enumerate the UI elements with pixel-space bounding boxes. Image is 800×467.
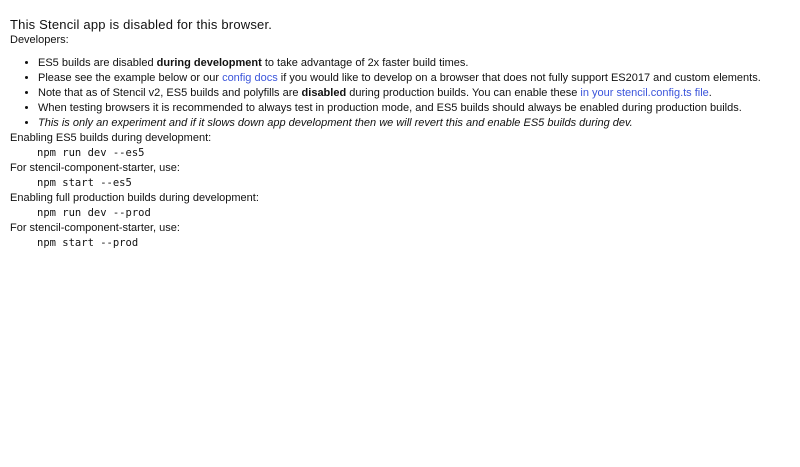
bullet-text: Please see the example below or our — [38, 72, 223, 84]
section-label-starter-prod: For stencil-component-starter, use: — [10, 222, 180, 234]
list-item — [38, 101, 790, 116]
list-item — [38, 86, 790, 101]
list-item — [38, 71, 790, 86]
bullet-text: ES5 builds are disabled — [38, 57, 157, 69]
list-item — [38, 116, 790, 131]
section-label-es5-dev: Enabling ES5 builds during development: — [10, 132, 212, 144]
bullet-bold-text: during development — [156, 57, 262, 69]
bullet-italic-text: This is only an experiment and if it slows down app development then we will revert this and enable ES5 builds during dev. — [38, 117, 633, 129]
list-item — [38, 56, 790, 71]
bullet-text: . — [708, 87, 712, 99]
config-docs-link[interactable]: config docs — [222, 72, 278, 84]
code-npm-start-es5: npm start --es5 — [37, 177, 132, 189]
stencil-config-link[interactable]: in your stencil.config.ts file — [580, 87, 709, 99]
code-npm-run-dev-es5: npm run dev --es5 — [37, 147, 145, 159]
bullet-text: When testing browsers it is recommended to always test in production mode, and ES5 builds should always be enabled during production builds. — [38, 102, 742, 114]
code-npm-start-prod: npm start --prod — [37, 237, 139, 249]
section-label-prod-dev: Enabling full production builds during development: — [10, 192, 259, 204]
developers-label: Developers: — [10, 34, 69, 46]
page-title: This Stencil app is disabled for this browser. — [10, 17, 273, 32]
developer-notes-list — [10, 56, 790, 131]
section-label-starter-es5: For stencil-component-starter, use: — [10, 162, 180, 174]
bullet-text: Note that as of Stencil v2, ES5 builds and polyfills are — [38, 87, 302, 99]
bullet-bold-text: disabled — [301, 87, 347, 99]
bullet-text: during production builds. You can enable these — [346, 87, 581, 99]
code-npm-run-dev-prod: npm run dev --prod — [37, 207, 151, 219]
bullet-text: if you would like to develop on a browser that does not fully support ES2017 and custom elements. — [277, 72, 761, 84]
bullet-text: to take advantage of 2x faster build times. — [261, 57, 469, 69]
